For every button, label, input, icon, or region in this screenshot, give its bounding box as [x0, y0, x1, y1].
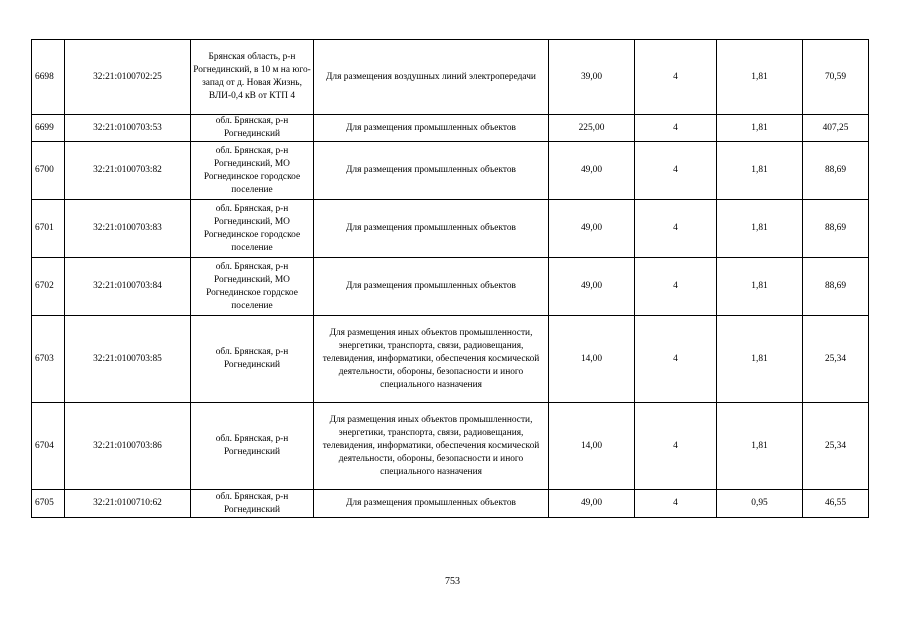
coefficient: 1,81: [717, 115, 803, 142]
land-plots-table: [31, 39, 869, 518]
value: 46,55: [803, 490, 869, 518]
cadastral-number: 32:21:0100703:82: [65, 142, 191, 200]
table-row: [32, 316, 869, 403]
permitted-use: Для размещения промышленных объектов: [314, 200, 549, 258]
permitted-use: Для размещения промышленных объектов: [314, 142, 549, 200]
row-number: 6703: [32, 316, 65, 403]
table-row: [32, 490, 869, 518]
group: 4: [635, 115, 717, 142]
value: 88,69: [803, 142, 869, 200]
cadastral-number: 32:21:0100703:83: [65, 200, 191, 258]
area: 49,00: [549, 200, 635, 258]
table-row: [32, 200, 869, 258]
value: 88,69: [803, 258, 869, 316]
area: 14,00: [549, 316, 635, 403]
cadastral-number: 32:21:0100710:62: [65, 490, 191, 518]
address: Брянская область, р-н Рогнединский, в 10 м на юго-запад от д. Новая Жизнь, ВЛИ-0,4 кВ от КТП 4: [191, 40, 314, 115]
row-number: 6704: [32, 403, 65, 490]
coefficient: 1,81: [717, 403, 803, 490]
group: 4: [635, 490, 717, 518]
table-row: [32, 403, 869, 490]
coefficient: 0,95: [717, 490, 803, 518]
cadastral-number: 32:21:0100703:85: [65, 316, 191, 403]
group: 4: [635, 316, 717, 403]
group: 4: [635, 403, 717, 490]
permitted-use: Для размещения промышленных объектов: [314, 258, 549, 316]
group: 4: [635, 142, 717, 200]
cadastral-number: 32:21:0100702:25: [65, 40, 191, 115]
coefficient: 1,81: [717, 316, 803, 403]
coefficient: 1,81: [717, 258, 803, 316]
area: 225,00: [549, 115, 635, 142]
address: обл. Брянская, р-н Рогнединский: [191, 316, 314, 403]
cadastral-number: 32:21:0100703:86: [65, 403, 191, 490]
page-number: 753: [445, 576, 460, 587]
row-number: 6702: [32, 258, 65, 316]
address: обл. Брянская, р-н Рогнединский, МО Рогнединское гордское поселение: [191, 258, 314, 316]
value: 70,59: [803, 40, 869, 115]
row-number: 6705: [32, 490, 65, 518]
value: 25,34: [803, 316, 869, 403]
address: обл. Брянская, р-н Рогнединский: [191, 490, 314, 518]
area: 49,00: [549, 490, 635, 518]
row-number: 6698: [32, 40, 65, 115]
permitted-use: Для размещения иных объектов промышленности, энергетики, транспорта, связи, радиовещания, телевидения, информатики, обеспечения космической деятельности, обороны, безопасности и иного специального назначения: [314, 403, 549, 490]
coefficient: 1,81: [717, 200, 803, 258]
area: 39,00: [549, 40, 635, 115]
coefficient: 1,81: [717, 142, 803, 200]
row-number: 6700: [32, 142, 65, 200]
permitted-use: Для размещения промышленных объектов: [314, 490, 549, 518]
group: 4: [635, 258, 717, 316]
address: обл. Брянская, р-н Рогнединский, МО Рогнединское городское поселение: [191, 142, 314, 200]
value: 407,25: [803, 115, 869, 142]
address: обл. Брянская, р-н Рогнединский, МО Рогнединское городское поселение: [191, 200, 314, 258]
permitted-use: Для размещения воздушных линий электропередачи: [314, 40, 549, 115]
group: 4: [635, 40, 717, 115]
cadastral-number: 32:21:0100703:53: [65, 115, 191, 142]
row-number: 6699: [32, 115, 65, 142]
group: 4: [635, 200, 717, 258]
value: 88,69: [803, 200, 869, 258]
table-row: [32, 115, 869, 142]
area: 49,00: [549, 142, 635, 200]
cadastral-number: 32:21:0100703:84: [65, 258, 191, 316]
permitted-use: Для размещения иных объектов промышленности, энергетики, транспорта, связи, радиовещания, телевидения, информатики, обеспечения космической деятельности, обороны, безопасности и иного специального назначения: [314, 316, 549, 403]
value: 25,34: [803, 403, 869, 490]
address: обл. Брянская, р-н Рогнединский: [191, 403, 314, 490]
table-row: [32, 258, 869, 316]
area: 49,00: [549, 258, 635, 316]
permitted-use: Для размещения промышленных объектов: [314, 115, 549, 142]
table-row: [32, 40, 869, 115]
row-number: 6701: [32, 200, 65, 258]
address: обл. Брянская, р-н Рогнединский: [191, 115, 314, 142]
table-row: [32, 142, 869, 200]
area: 14,00: [549, 403, 635, 490]
coefficient: 1,81: [717, 40, 803, 115]
